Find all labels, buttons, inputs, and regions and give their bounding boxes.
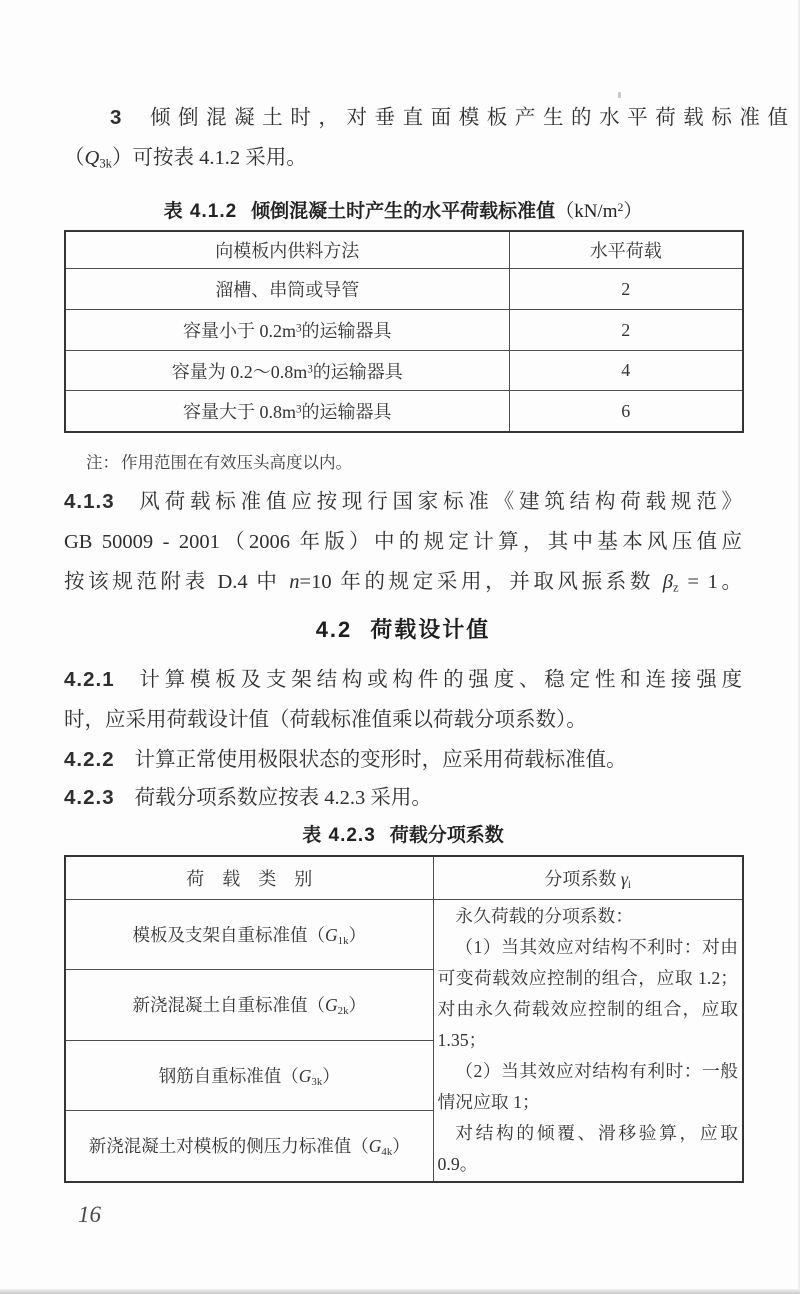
variable-G3k: G: [298, 1065, 312, 1086]
column-header-method: 向模板内供料方法: [65, 231, 509, 269]
category-cell: 新浇混凝土自重标准值$(G_{2k})$: [65, 970, 433, 1041]
factor-paragraph: 永久荷载的分项系数：: [455, 906, 634, 926]
table-4-2-3-header-row: [65, 856, 743, 900]
clause-3-line2: $(Q_{3k})$可按表 4.1.2 采用。: [64, 147, 307, 171]
category-cell: 钢筋自重标准值$(G_{3k})$: [65, 1041, 433, 1111]
table-4-1-2-note: 注： 作用范围在有效压头高度以内。: [86, 453, 352, 472]
table-row: [65, 391, 743, 433]
method-cell: 溜槽、串筒或导管: [65, 269, 509, 310]
page-number: 16: [78, 1202, 101, 1227]
load-cell: 2: [509, 269, 743, 310]
variable-beta: β: [662, 571, 673, 593]
clause-4-1-3-line1: 4.1.3 风荷载标准值应按现行国家标准《建筑结构荷载规范》: [64, 490, 742, 513]
table-4-2-3-caption: 表 4.2.3 荷载分项系数: [302, 825, 504, 846]
section-4-2-heading: 4.2 荷载设计值: [315, 617, 491, 642]
table-row: [65, 310, 743, 351]
table-4-2-3: [64, 855, 744, 1183]
column-header-category: 荷 载 类 别: [65, 856, 433, 900]
clause-4-2-3-number: 4.2.3: [64, 786, 115, 809]
clause-3-number: 3: [110, 106, 123, 129]
method-cell: 容量为 $0.2\sim 0.8m^3$的运输器具: [65, 351, 509, 391]
variable-n: n: [289, 571, 300, 593]
clause-4-1-3-line3: 按该规范附表 D.4 中 n=10 年的规定采用，并取风振系数 $\beta_z = 1$。: [64, 571, 743, 595]
clause-4-1-3-number: 4.1.3: [64, 490, 115, 513]
factor-paragraph: 对结构的倾覆、滑移验算，应取 0.9。: [437, 1123, 738, 1174]
clause-4-1-3-line2: GB 50009 - 2001（2006 年版）中的规定计算，其中基本风压值应: [64, 531, 742, 553]
clause-4-2-2-paragraph: 4.2.2 计算正常使用极限状态的变形时，应采用荷载标准值。: [64, 748, 627, 771]
factor-paragraph: （1）当其效应对结构不利时：对由可变荷载效应控制的组合，应取 1.2；对由永久荷载效应控制的组合，应取 1.35；: [437, 937, 738, 1050]
clause-3-paragraph: [64, 98, 788, 184]
table-4-1-2-caption: 表 4.1.2 倾倒混凝土时产生的水平荷载标准值$(kN/m^2)$: [163, 201, 643, 222]
table-4-1-2-header-row: [65, 231, 743, 269]
clause-4-2-1-line2: 时，应采用荷载设计值（荷载标准值乘以荷载分项系数）。: [64, 709, 587, 731]
variable-G1k: G: [325, 924, 338, 945]
clause-4-2-1-paragraph: [64, 660, 742, 740]
table-4-1-2-unit: $(kN/m^2)$: [555, 201, 643, 222]
category-cell: 新浇混凝土对模板的侧压力标准值$(G_{4k})$: [65, 1111, 433, 1183]
clause-3-line1: 3 倾倒混凝土时，对垂直面模板产生的水平荷载标准值: [110, 106, 788, 129]
table-4-1-2: [64, 230, 744, 433]
table-row: [65, 351, 743, 391]
variable-Q: Q: [84, 147, 100, 169]
column-header-load: 水平荷载: [509, 231, 743, 269]
variable-G4k: G: [368, 1136, 382, 1157]
scan-bottom-edge: [0, 1289, 800, 1294]
load-cell: 4: [509, 351, 743, 391]
clause-4-2-1-number: 4.2.1: [64, 668, 115, 691]
table-row: [65, 269, 743, 310]
load-cell: 6: [509, 391, 743, 433]
clause-4-2-3-paragraph: 4.2.3 荷载分项系数应按表 4.2.3 采用。: [64, 786, 432, 809]
category-cell: 模板及支架自重标准值$(G_{1k})$: [65, 900, 433, 970]
clause-4-2-2-number: 4.2.2: [64, 748, 115, 771]
method-cell: 容量小于 $0.2m^3$的运输器具: [65, 310, 509, 351]
variable-gamma: γ: [620, 868, 628, 889]
method-cell: 容量大于 $0.8m^3$的运输器具: [65, 391, 509, 433]
table-row: [65, 900, 743, 970]
load-cell: 2: [509, 310, 743, 351]
clause-4-2-1-line1: 4.2.1 计算模板及支架结构或构件的强度、稳定性和连接强度: [64, 668, 742, 691]
factor-paragraph: （2）当其效应对结构有利时：一般情况应取 1；: [437, 1061, 738, 1112]
clause-4-1-3-paragraph: [64, 482, 742, 608]
variable-G2k: G: [325, 995, 338, 1016]
factor-merged-cell: [433, 900, 743, 1183]
column-header-factor: 分项系数 $\gamma_i$: [433, 856, 743, 900]
